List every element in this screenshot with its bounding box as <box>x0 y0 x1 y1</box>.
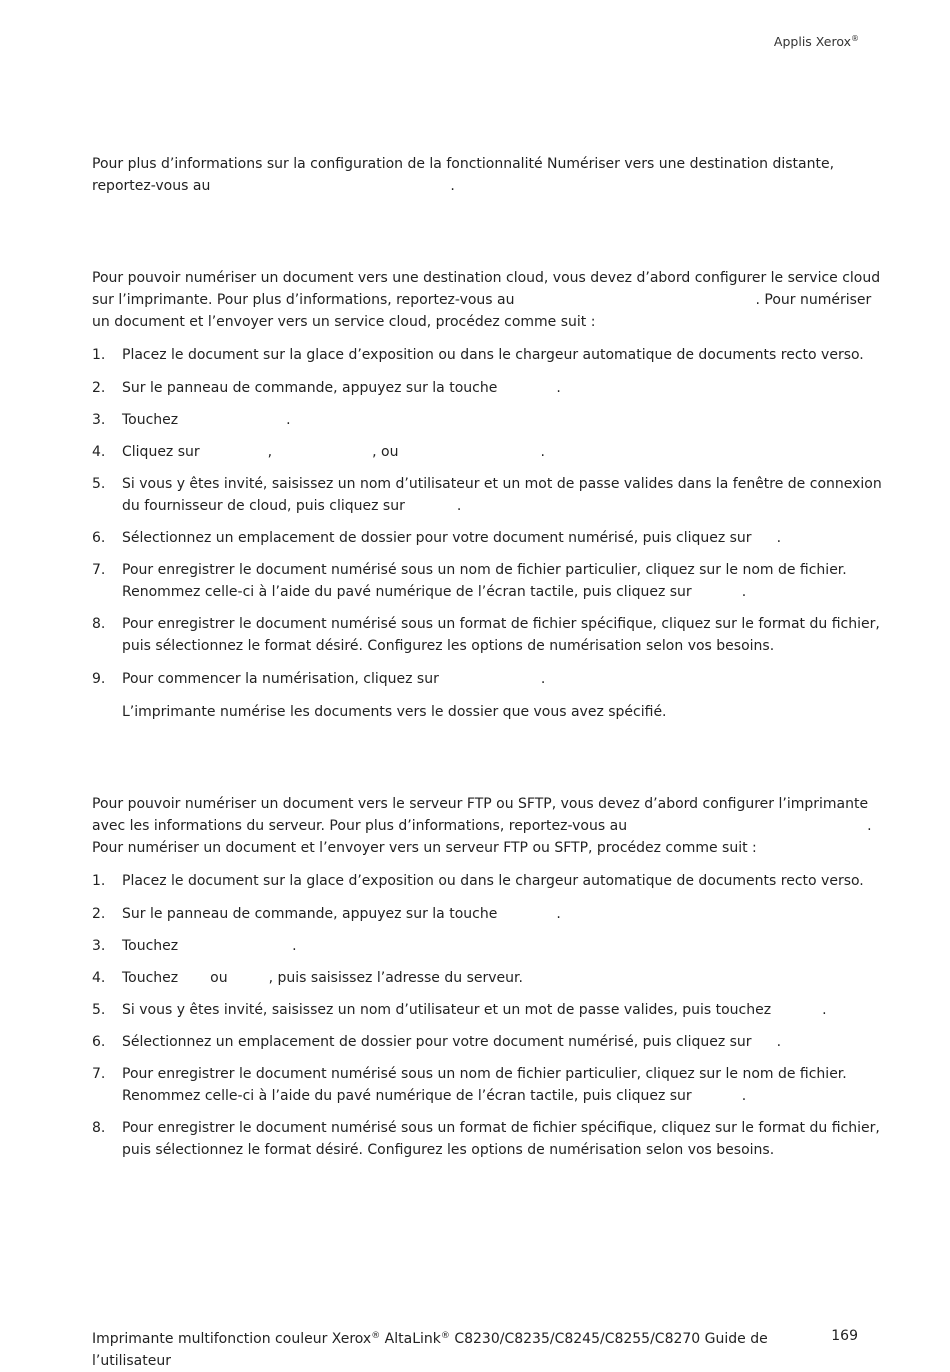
step-number: 2. <box>92 380 106 396</box>
step-text-part: . <box>741 1088 747 1104</box>
step-text-part: , ou <box>372 444 399 460</box>
step-text-part: . <box>776 530 782 546</box>
step-text <box>122 473 882 517</box>
step-number: 3. <box>92 938 106 954</box>
step-text <box>122 1031 781 1053</box>
footer-line-2: l’utilisateur <box>92 1353 171 1369</box>
footer-mark: ® <box>371 1331 381 1341</box>
step-number: 9. <box>92 671 106 687</box>
step-text-part: . <box>556 906 561 922</box>
step-text: Placez le document sur la glace d’exposition ou dans le chargeur automatique de documents recto verso. <box>122 347 864 363</box>
ftp-intro-paragraph <box>92 793 872 859</box>
step-text-line: puis sélectionnez le format désiré. Configurez les options de numérisation selon vos besoins. <box>122 1142 775 1158</box>
step-text <box>122 527 781 549</box>
step-text-part: Touchez <box>122 938 179 954</box>
step-text-part: Renommez celle-ci à l’aide du pavé numérique de l’écran tactile, puis cliquez sur <box>122 584 692 600</box>
cloud-line-2 <box>92 289 872 311</box>
cloud-intro-paragraph <box>92 267 881 333</box>
step-text <box>122 967 523 989</box>
step-text-part: . <box>456 498 462 514</box>
step-text-part: . <box>292 938 297 954</box>
step-text-line: Si vous y êtes invité, saisissez un nom d’utilisateur et un mot de passe valides dans la fenêtre de connexion <box>122 476 882 492</box>
ftp-text: avec les informations du serveur. Pour plus d’informations, reportez-vous au <box>92 818 628 834</box>
header-mark: ® <box>851 34 859 43</box>
footer-text: AltaLink <box>380 1331 441 1347</box>
cloud-line-3: un document et l’envoyer vers un service cloud, procédez comme suit : <box>92 314 596 330</box>
cloud-text: sur l’imprimante. Pour plus d’informations, reportez-vous au <box>92 292 515 308</box>
step-text-line <box>122 495 882 517</box>
step-text-line <box>122 1085 847 1107</box>
step-text-part: . <box>540 671 546 687</box>
step-text <box>122 999 827 1021</box>
step-text-part: , puis saisissez l’adresse du serveur. <box>268 970 523 986</box>
footer-line-1 <box>92 1325 792 1350</box>
step-text <box>122 441 545 463</box>
step-number: 5. <box>92 476 106 492</box>
footer-text: Imprimante multifonction couleur Xerox <box>92 1331 372 1347</box>
step-text-part: . <box>540 444 545 460</box>
cloud-text-end: . Pour numériser <box>755 292 872 308</box>
step-text-part: Sélectionnez un emplacement de dossier pour votre document numérisé, puis cliquez sur <box>122 530 752 546</box>
footer-text: C8230/C8235/C8245/C8255/C8270 Guide de <box>449 1331 768 1347</box>
step-number: 2. <box>92 906 106 922</box>
step-text <box>122 1117 880 1161</box>
step-text-line: Pour enregistrer le document numérisé sous un nom de fichier particulier, cliquez sur le nom de fichier. <box>122 1066 847 1082</box>
step-text <box>122 935 297 957</box>
step-number: 6. <box>92 1034 106 1050</box>
step-text-line: Pour enregistrer le document numérisé sous un nom de fichier particulier, cliquez sur le nom de fichier. <box>122 562 847 578</box>
intro-text: reportez-vous au <box>92 178 211 194</box>
header-section: Applis Xerox <box>773 34 851 49</box>
step-text-part: du fournisseur de cloud, puis cliquez sur <box>122 498 405 514</box>
step-text-part: . <box>776 1034 782 1050</box>
step-number: 4. <box>92 970 106 986</box>
intro-line-2 <box>92 175 862 197</box>
intro-line-1: Pour plus d’informations sur la configuration de la fonctionnalité Numériser vers une destination distante, <box>92 156 835 172</box>
cloud-result-text: L’imprimante numérise les documents vers le dossier que vous avez spécifié. <box>122 704 667 720</box>
step-number: 8. <box>92 1120 106 1136</box>
step-text-part: . <box>741 584 747 600</box>
step-text-part: , <box>267 444 273 460</box>
footer-mark: ® <box>440 1331 450 1341</box>
page-footer <box>92 1325 792 1372</box>
step-text-part: Touchez <box>122 970 179 986</box>
step-text-part: Touchez <box>122 412 179 428</box>
step-text-part: . <box>822 1002 827 1018</box>
step-number: 7. <box>92 1066 106 1082</box>
step-text <box>122 559 847 603</box>
step-text-line: Pour enregistrer le document numérisé sous un format de fichier spécifique, cliquez sur le format du fichier, <box>122 1120 880 1136</box>
step-text: Placez le document sur la glace d’exposition ou dans le chargeur automatique de documents recto verso. <box>122 873 864 889</box>
cloud-line-1: Pour pouvoir numériser un document vers une destination cloud, vous devez d’abord configurer le service cloud <box>92 270 881 286</box>
step-text-part: Pour commencer la numérisation, cliquez sur <box>122 671 439 687</box>
step-text-part: . <box>286 412 291 428</box>
step-number: 4. <box>92 444 106 460</box>
running-header <box>774 34 859 49</box>
page-number: 169 <box>831 1328 858 1344</box>
step-number: 7. <box>92 562 106 578</box>
step-text-line <box>122 581 847 603</box>
step-text <box>122 613 880 657</box>
step-text <box>122 903 561 925</box>
step-number: 6. <box>92 530 106 546</box>
ftp-text-end: . <box>867 818 872 834</box>
ftp-line-3: Pour numériser un document et l’envoyer vers un serveur FTP ou SFTP, procédez comme suit : <box>92 840 757 856</box>
ftp-line-1: Pour pouvoir numériser un document vers le serveur FTP ou SFTP, vous devez d’abord configurer l’imprimante <box>92 796 869 812</box>
intro-end: . <box>450 178 455 194</box>
step-number: 5. <box>92 1002 106 1018</box>
step-text-part: Cliquez sur <box>122 444 200 460</box>
step-text-line: Pour enregistrer le document numérisé sous un format de fichier spécifique, cliquez sur le format du fichier, <box>122 616 880 632</box>
step-text-part: Sélectionnez un emplacement de dossier pour votre document numérisé, puis cliquez sur <box>122 1034 752 1050</box>
step-text <box>122 377 561 399</box>
step-text <box>122 409 291 431</box>
step-text-part: . <box>556 380 561 396</box>
step-text-part: Sur le panneau de commande, appuyez sur la touche <box>122 906 498 922</box>
intro-paragraph <box>92 153 862 197</box>
step-number: 3. <box>92 412 106 428</box>
step-text <box>122 1063 847 1107</box>
step-text <box>122 668 545 690</box>
step-number: 8. <box>92 616 106 632</box>
step-text-part: ou <box>210 970 228 986</box>
step-text-line: puis sélectionnez le format désiré. Configurez les options de numérisation selon vos besoins. <box>122 638 775 654</box>
step-text-part: Sur le panneau de commande, appuyez sur la touche <box>122 380 498 396</box>
step-number: 1. <box>92 347 106 363</box>
step-text-part: Si vous y êtes invité, saisissez un nom d’utilisateur et un mot de passe valides, puis touchez <box>122 1002 772 1018</box>
step-number: 1. <box>92 873 106 889</box>
step-text-part: Renommez celle-ci à l’aide du pavé numérique de l’écran tactile, puis cliquez sur <box>122 1088 692 1104</box>
ftp-line-2 <box>92 815 872 837</box>
